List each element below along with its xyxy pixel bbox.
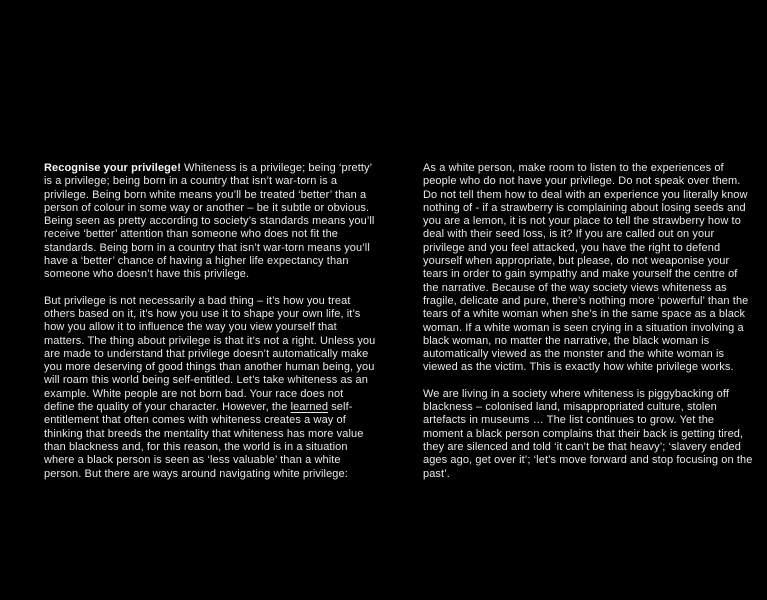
underlined-word: learned bbox=[290, 401, 329, 414]
privilege-paragraph-text-before: But privilege is not necessarily a bad thing – it’s how you treat others based on it, it’s how you use it to shape your own life, it’s how you allow it to influence the way you view yourself that matters. The thing about privilege is that it’s not a right. Unless you are made to understand that privilege doesn’t automatically make you more deserving of good things than another human being, you will roam this world being self-entitled. Let’s take whiteness as an example. White people are not born bad. Your race does not define the quality of your character. However, the bbox=[44, 294, 376, 414]
piggybacking-paragraph: We are living in a society where whiteness is piggybacking off blackness – colonised land, misappropriated culture, stolen artefacts in museums … The list continues to grow. Yet the moment a black person complains that their back is getting tired, they are silenced and told ‘it can’t be that heavy’; ‘slavery ended ages ago, get over it’; ‘let’s move forward and stop focusing on the past’. bbox=[423, 387, 753, 480]
listen-paragraph: As a white person, make room to listen to the experiences of people who do not have your privilege. Do not speak over them. Do not tell them how to deal with an experience you literally know nothing of - if a strawberry is complaining about losing seeds and you are a lemon, it is not your place to tell the strawberry how to deal with their seed loss, is it? If you are called out on your privilege and you feel attacked, you have the right to defend yourself when appropriate, but please, do not weaponise your tears in order to gain sympathy and make yourself the centre of the narrative. Because of the way society views whiteness as fragile, delicate and pure, there’s nothing more ‘powerful’ than the tears of a white woman when she’s in the same space as a black woman. If a white woman is seen crying in a situation involving a black woman, no matter the narrative, the black woman is automatically viewed as the monster and the white woman is viewed as the victim. This is exactly how white privilege works. bbox=[423, 162, 749, 374]
left-page-text-column bbox=[44, 162, 376, 494]
privilege-explanation-paragraph bbox=[44, 295, 376, 481]
privilege-paragraph-text-after: self-entitlement that often comes with whiteness creates a way of thinking that breeds the mentality that whiteness has more value than blackness and, for this reason, the world is in a situation where a black person is seen as ‘less valuable’ than a white person. But there are ways around navigating white privilege: bbox=[44, 401, 364, 480]
right-page-text-column bbox=[423, 162, 755, 494]
intro-paragraph bbox=[44, 162, 376, 282]
paragraph-lead-heading: Recognise your privilege! bbox=[44, 162, 181, 174]
intro-paragraph-text: Whiteness is a privilege; being ‘pretty’ is a privilege; being born in a country that isn’t war-torn is a privilege. Being born white means you’ll be treated ‘better’ than a person of colour in some way or another – be it subtle or obvious. Being seen as pretty according to society’s standards means you’ll receive ‘better’ attention than someone who does not fit the standards. Being born in a country that isn’t war-torn means you’ll have a ‘better’ chance of having a higher life expectancy than someone who doesn’t have this privilege. bbox=[44, 162, 375, 281]
